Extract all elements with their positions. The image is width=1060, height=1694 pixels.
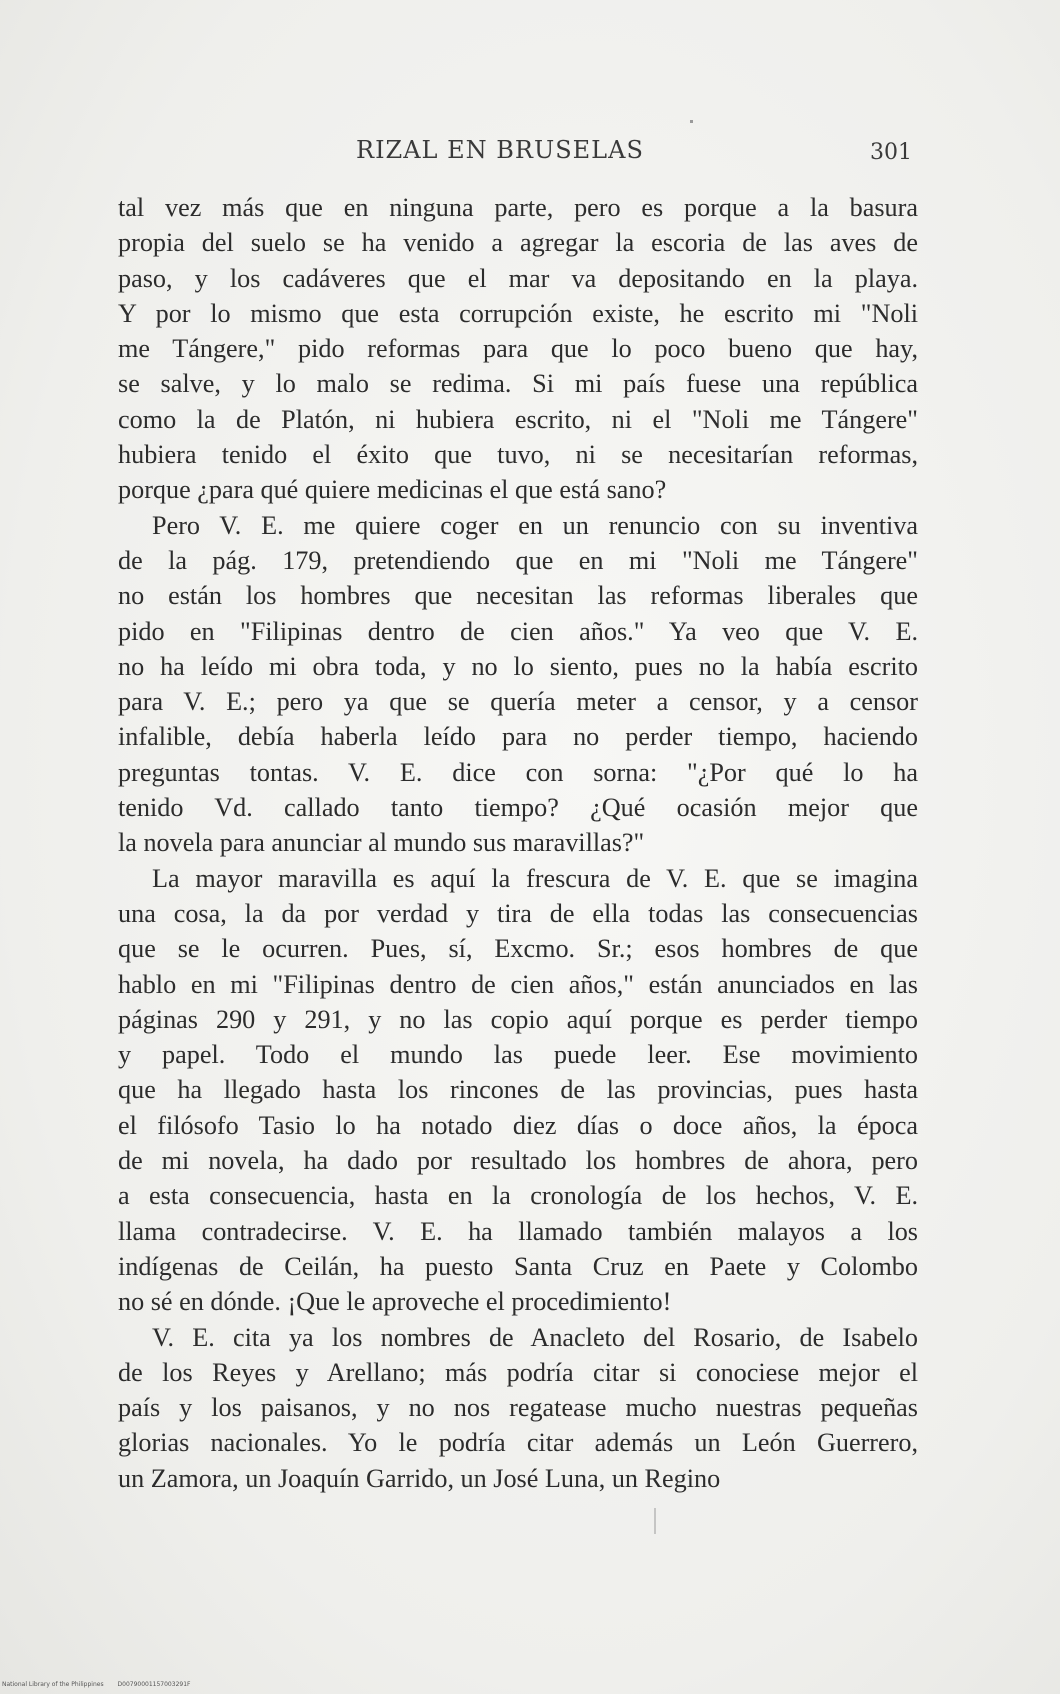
text-line: de mi novela, ha dado por resultado los hombres de ahora, pero [118,1146,918,1176]
text-line: propia del suelo se ha venido a agregar la escoria de las aves de [118,228,918,258]
running-title: RIZAL EN BRUSELAS [356,136,644,164]
text-line: de la pág. 179, pretendiendo que en mi "Noli me Tángere" [118,545,918,575]
scan-speck [690,120,693,123]
text-line: La mayor maravilla es aquí la frescura de V. E. que se imagina [152,863,918,893]
text-line: un Zamora, un Joaquín Garrido, un José Luna, un Regino [118,1463,721,1493]
footer-code: D00790001157003291F [117,1681,191,1688]
text-line: país y los paisanos, y no nos regatease mucho nuestras pequeñas [118,1393,918,1423]
text-line: llama contradecirse. V. E. ha llamado también malayos a los [118,1216,918,1246]
text-line: V. E. cita ya los nombres de Anacleto del Rosario, de Isabelo [152,1322,918,1352]
text-line: y papel. Todo el mundo las puede leer. Ese movimiento [118,1040,918,1070]
text-line: preguntas tontas. V. E. dice con sorna: "¿Por qué lo ha [118,757,918,787]
scan-footer [2,1681,202,1688]
text-line: me Tángere," pido reformas para que lo poco bueno que hay, [118,334,918,364]
text-line: páginas 290 y 291, y no las copio aquí porque es perder tiempo [118,1004,918,1034]
text-line: que ha llegado hasta los rincones de las provincias, pues hasta [118,1075,918,1105]
text-line: porque ¿para qué quiere medicinas el que está sano? [118,475,667,505]
text-line: hubiera tenido el éxito que tuvo, ni se necesitarían reformas, [118,440,918,470]
text-line: Pero V. E. me quiere coger en un renuncio con su inventiva [152,510,918,540]
text-line: una cosa, la da por verdad y tira de ella todas las consecuencias [118,898,918,928]
text-line: que se le ocurren. Pues, sí, Excmo. Sr.; esos hombres de que [118,934,918,964]
text-line: no ha leído mi obra toda, y no lo siento, pues no la había escrito [118,651,918,681]
text-line: la novela para anunciar al mundo sus maravillas?" [118,828,645,858]
text-line: glorias nacionales. Yo le podría citar además un León Guerrero, [118,1428,918,1458]
body-text [118,190,918,1496]
page-header [120,136,920,176]
text-line: no están los hombres que necesitan las reformas liberales que [118,581,918,611]
text-line: como la de Platón, ni hubiera escrito, ni el "Noli me Tángere" [118,404,918,434]
text-line: paso, y los cadáveres que el mar va depositando en la playa. [118,263,918,293]
text-line: pido en "Filipinas dentro de cien años." Ya veo que V. E. [118,616,918,646]
text-line: de los Reyes y Arellano; más podría citar si conociese mejor el [118,1357,918,1387]
page-number: 301 [870,140,912,165]
text-line: infalible, debía haberla leído para no perder tiempo, haciendo [118,722,918,752]
text-line: no sé en dónde. ¡Que le aproveche el procedimiento! [118,1287,672,1317]
text-line: a esta consecuencia, hasta en la cronología de los hechos, V. E. [118,1181,918,1211]
text-line: tal vez más que en ninguna parte, pero es porque a la basura [118,193,918,222]
text-line: se salve, y lo malo se redima. Si mi país fuese una república [118,369,918,399]
text-line: para V. E.; pero ya que se quería meter a censor, y a censor [118,687,918,717]
scan-speck [654,1508,656,1534]
text-line: tenido Vd. callado tanto tiempo? ¿Qué ocasión mejor que [118,793,918,823]
text-line: indígenas de Ceilán, ha puesto Santa Cruz en Paete y Colombo [118,1251,918,1281]
footer-library: National Library of the Philippines [2,1681,104,1688]
text-line: el filósofo Tasio lo ha notado diez días o doce años, la época [118,1110,918,1140]
text-line: hablo en mi "Filipinas dentro de cien años," están anunciados en las [118,969,918,999]
text-line: Y por lo mismo que esta corrupción existe, he escrito mi "Noli [118,298,918,328]
